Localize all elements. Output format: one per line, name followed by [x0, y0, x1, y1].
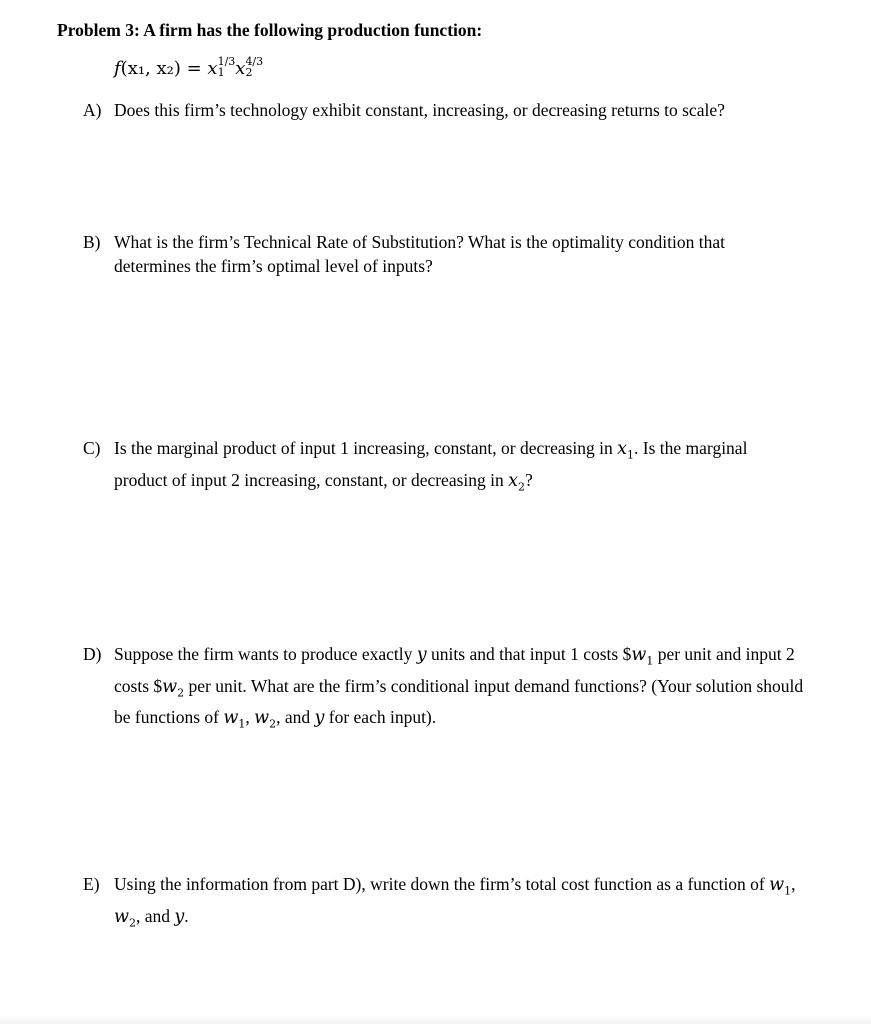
math-x1-sub: 1: [627, 448, 635, 462]
math-w1-b: [223, 708, 246, 731]
question-d-sep: ,: [245, 707, 255, 727]
math-w1-e-base: w: [769, 875, 785, 895]
math-w2-e: [114, 907, 136, 927]
formula-term2-sub: 2: [245, 66, 253, 79]
math-w1-b-base: w: [223, 708, 239, 728]
math-y: y: [416, 645, 427, 665]
math-w1-e: [769, 875, 792, 898]
question-e-text: [114, 872, 804, 935]
math-y-b: y: [314, 708, 325, 728]
math-x1: [617, 439, 635, 462]
math-w2-b-base: w: [254, 708, 270, 728]
problem-title: Problem 3: A firm has the following production function:: [57, 20, 483, 40]
question-b-letter: B): [83, 232, 101, 252]
math-w2-b-sub: 2: [269, 717, 277, 731]
math-x1-base: x: [617, 439, 628, 459]
formula-term1-base: x: [207, 58, 218, 79]
question-c-letter: C): [83, 438, 101, 458]
math-w2-e-base: w: [114, 906, 129, 927]
formula-lhs: f: [114, 58, 121, 79]
question-e-part1: Using the information from part D), write down the firm’s total cost function as a function of: [114, 874, 770, 894]
formula-term2-scripts: [245, 56, 263, 78]
math-x2-sub: 2: [518, 480, 526, 493]
formula-args: (x₁, x₂) =: [120, 58, 208, 79]
formula-term1-sup: 1/3: [217, 55, 236, 68]
question-c-part1: Is the marginal product of input 1 increasing, constant, or decreasing in: [114, 438, 618, 458]
formula-term2-sup: 4/3: [245, 55, 264, 68]
question-a-letter: A): [83, 100, 102, 120]
question-c-part3: ?: [525, 469, 533, 490]
math-w2-base: w: [162, 676, 178, 697]
math-w1-sub: 1: [646, 654, 654, 668]
question-d-letter: D): [83, 644, 102, 664]
formula-term1-sub: 1: [217, 66, 225, 79]
question-d-part5: , and: [276, 707, 315, 727]
math-y-e: y: [174, 906, 185, 927]
math-w1: [631, 645, 654, 668]
question-c-part2: . Is the marginal product of input 2 increasing, constant, or decreasing in: [114, 438, 748, 490]
math-w2-e-sub: 2: [128, 916, 136, 929]
math-w1-base: w: [631, 645, 647, 665]
math-w2: [162, 677, 184, 697]
question-a-text: Does this firm’s technology exhibit constant, increasing, or decreasing returns to scale?: [114, 100, 725, 120]
question-e-letter: E): [83, 874, 100, 894]
math-x2-base: x: [508, 470, 519, 491]
question-e-sep: ,: [791, 874, 796, 894]
question-e-part2: , and: [135, 905, 175, 926]
question-d-part2: units and that input 1 costs $: [426, 644, 632, 664]
formula-term1-scripts: [218, 56, 236, 78]
question-d-text: [114, 642, 804, 737]
question-d-part1: Suppose the firm wants to produce exactly: [114, 644, 417, 664]
question-b-text: What is the firm’s Technical Rate of Substitution? What is the optimality condition that determines the firm’s optimal level of inputs?: [114, 232, 726, 276]
formula-term2-base: x: [235, 58, 246, 79]
math-w2-b: [254, 708, 277, 731]
question-e-part3: .: [184, 905, 189, 926]
math-w2-sub: 2: [177, 686, 185, 699]
page-bottom-edge: [0, 1014, 871, 1024]
math-w1-e-sub: 1: [784, 884, 792, 898]
question-d-part3: per unit and input 2 costs $: [114, 644, 795, 696]
production-function-formula: [114, 55, 264, 80]
math-w1-b-sub: 1: [238, 717, 246, 731]
math-x2: [508, 471, 525, 491]
question-d-part4: per unit. What are the firm’s conditional input demand functions? (Your solution should be functions of: [114, 675, 804, 727]
question-d-part6: for each input).: [324, 707, 437, 727]
question-c-text: [114, 436, 804, 499]
